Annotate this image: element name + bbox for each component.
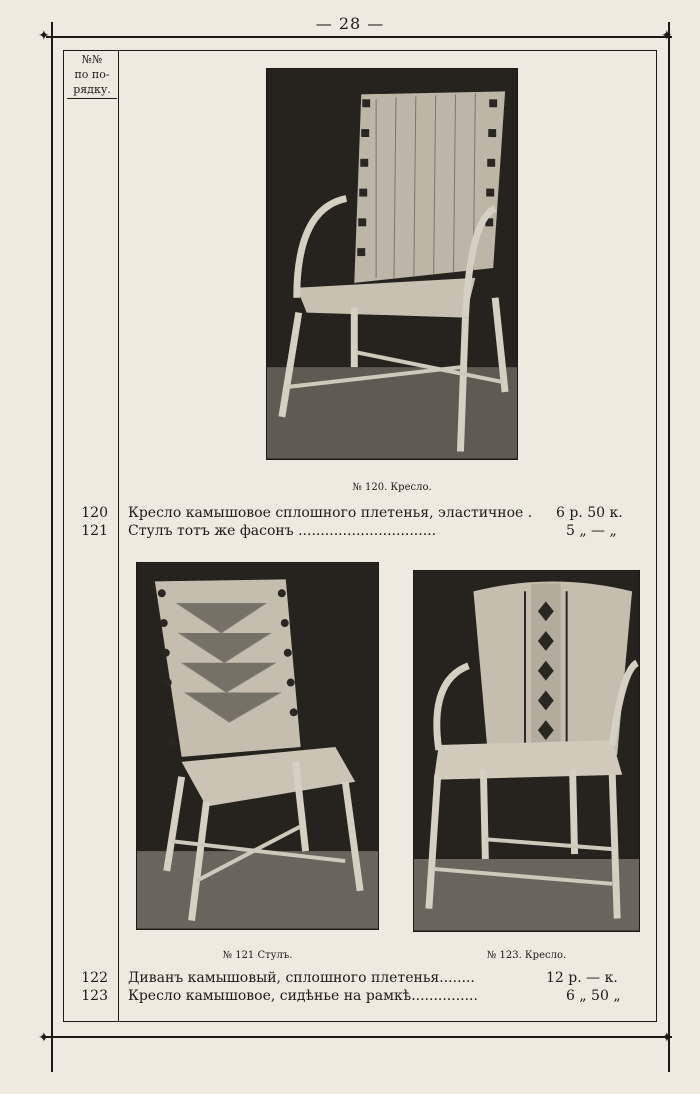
column-header-line: №№ xyxy=(81,53,103,66)
caption-item-120: № 120. Кресло. xyxy=(352,482,432,493)
entry-number: 120 xyxy=(81,505,108,521)
page-number: — 28 — xyxy=(315,14,385,33)
frame-left-rule xyxy=(51,22,53,1072)
column-header xyxy=(67,52,117,99)
frame-right-rule xyxy=(668,22,670,1072)
entry-number: 122 xyxy=(81,970,108,986)
corner-ornament-icon: ✦ xyxy=(38,28,50,44)
chair-photo-icon xyxy=(137,563,378,929)
column-header-line: рядку. xyxy=(67,82,117,99)
entry-price: 6 р. 50 к. xyxy=(556,505,623,521)
entry-description: Кресло камышовое, сидѣнье на рамкѣ............... xyxy=(128,988,478,1004)
entry-price: 12 р. — к. xyxy=(546,970,618,986)
entry-price: 5 „ — „ xyxy=(566,523,617,539)
corner-ornament-icon: ✦ xyxy=(38,1030,50,1046)
entry-description: Кресло камышовое сплошного плетенья, эластичное . xyxy=(128,505,533,521)
corner-ornament-icon: ✦ xyxy=(661,28,673,44)
entry-price: 6 „ 50 „ xyxy=(566,988,621,1004)
armchair-photo-icon xyxy=(414,571,639,931)
entry-number: 121 xyxy=(81,523,108,539)
photo-item-121 xyxy=(136,562,379,930)
caption-item-123: № 123. Кресло. xyxy=(486,950,567,961)
number-column-rule xyxy=(118,50,119,1022)
entry-description: Диванъ камышовый, сплошного плетенья........ xyxy=(128,970,475,986)
column-header-line: по по- xyxy=(74,68,110,81)
photo-item-120 xyxy=(266,68,518,460)
corner-ornament-icon: ✦ xyxy=(661,1030,673,1046)
entry-number: 123 xyxy=(81,988,108,1004)
entry-description: Стулъ тотъ же фасонъ ............................... xyxy=(128,523,437,539)
photo-item-123 xyxy=(413,570,640,932)
caption-item-121: № 121 Стулъ. xyxy=(222,950,293,961)
chair-photo-icon xyxy=(267,69,517,459)
